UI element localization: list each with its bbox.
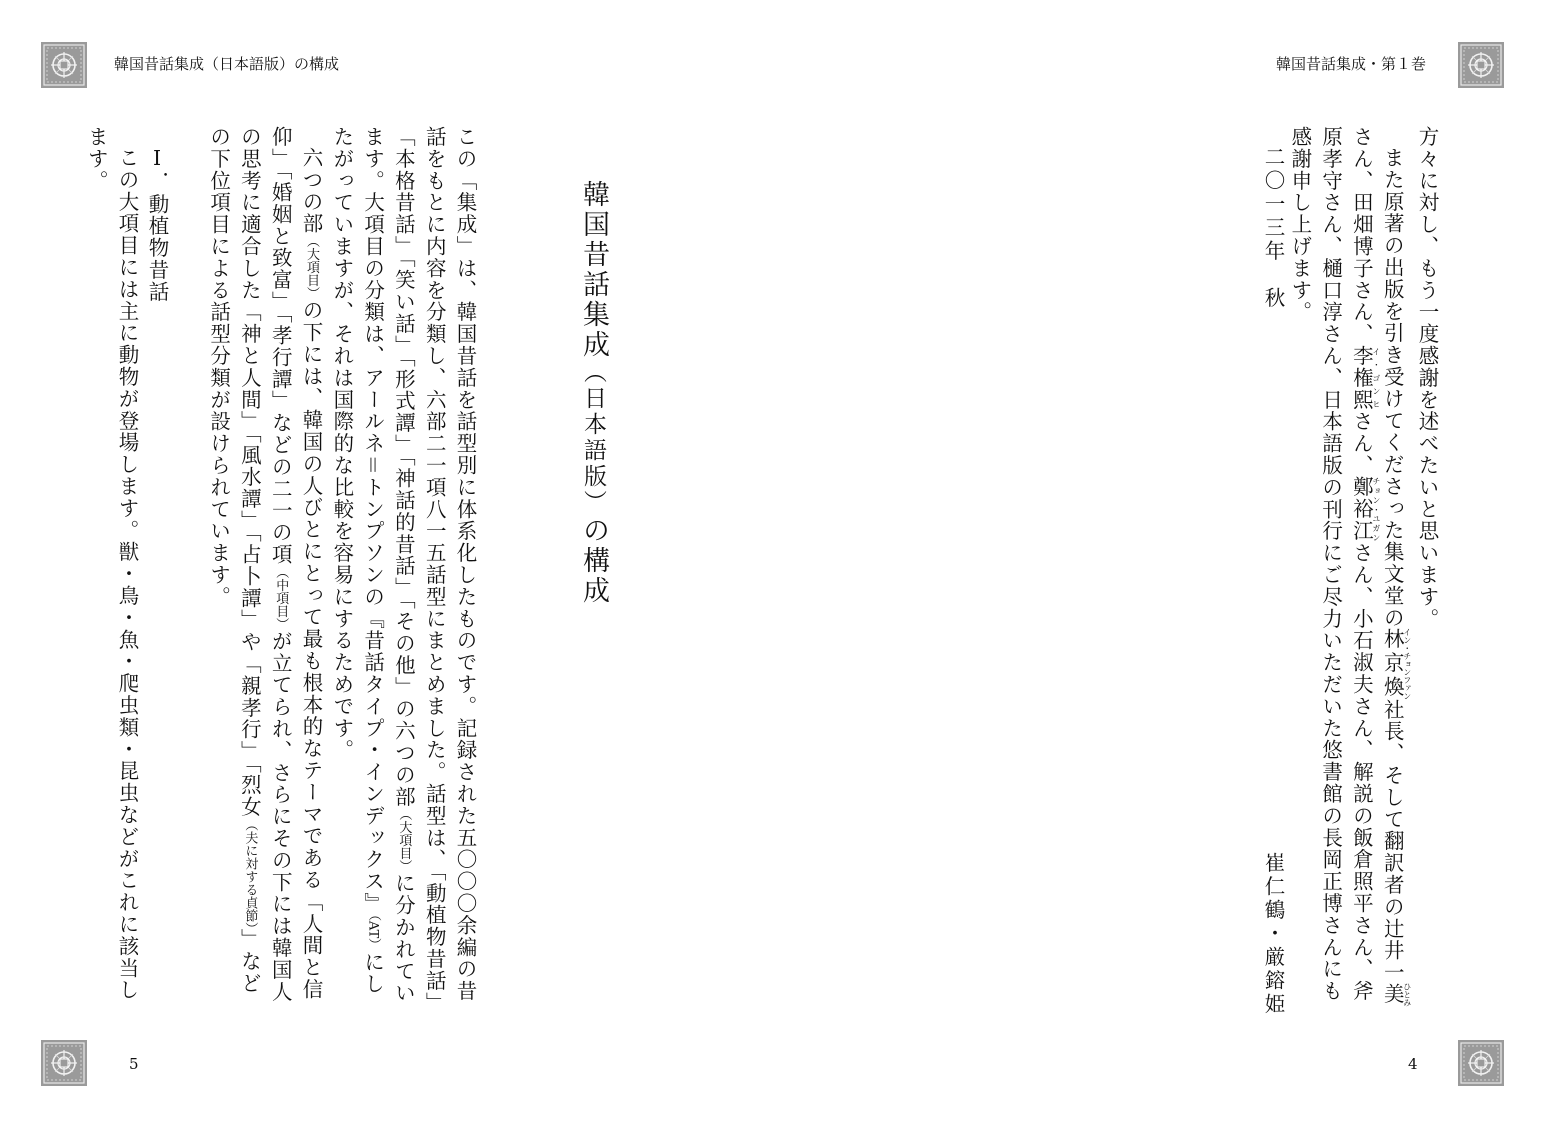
note-run: （夫に対する貞節） — [242, 817, 258, 929]
ornament-bottom-left-icon — [41, 1040, 87, 1086]
ruby-name — [1380, 981, 1412, 1006]
text-run: 社長、そして翻訳者の辻井一 — [1380, 698, 1405, 983]
note-run: （大項目） — [304, 234, 320, 300]
name-ruby: ひとみ — [1402, 981, 1412, 1006]
acknowledgment-paragraph-2 — [1284, 126, 1411, 1010]
section-paragraph: この大項目には主に動物が登場します。獣・鳥・魚・爬虫類・昆虫などがこれに該当します。 — [84, 126, 139, 1001]
chapter-title — [570, 180, 610, 606]
text-run: さん、小石淑夫さん、解説の飯倉照平さん、斧原孝守さん、樋口淳さん、日本語版の刊行にご尽力いただいた悠書館の長岡正博さんにも感謝申し上げます。 — [1287, 126, 1374, 1003]
name-base: 鄭裕江 — [1349, 476, 1374, 543]
name-ruby: イ・ゴンヒ — [1371, 345, 1381, 411]
section-heading: Ⅰ．動植物昔話 — [145, 146, 169, 303]
note-run: （AT） — [365, 914, 381, 952]
name-ruby: イン・チョンファン — [1402, 627, 1412, 700]
chapter-title-tail: の構成 — [578, 516, 609, 606]
name-ruby: チョン・ユガン — [1371, 476, 1381, 543]
right-running-head: 韓国昔話集成・第１巻 — [1276, 55, 1427, 73]
text-run: 六つの部 — [299, 146, 324, 235]
ruby-name — [1349, 345, 1381, 411]
text-run: に分かれています。大項目の分類は、アールネ＝トンプソンの『昔話タイプ・インデックス』 — [360, 126, 416, 1005]
text-run: 」などの下位項目による話型分類が設けられています。 — [206, 126, 262, 995]
text-run: この「集成」は、韓国昔話を話型別に体系化したものです。記録された五〇〇〇余編の昔話をもとに内容を分類し、六部二一項八一五話型にまとめました。話型は、「動植物昔話」「本格昔話」「笑い話」「形式譚」「神話的昔話」「その他」の六つの部 — [391, 126, 477, 1004]
chapter-title-paren: （日本語版） — [580, 360, 606, 516]
left-running-head: 韓国昔話集成（日本語版）の構成 — [114, 55, 340, 73]
ruby-name — [1349, 476, 1381, 543]
right-page-number: 4 — [1408, 1055, 1418, 1073]
name-base: 美 — [1380, 981, 1405, 1006]
name-base: 林京煥 — [1380, 627, 1405, 700]
section-body — [84, 126, 142, 1010]
acknowledgment-body — [1287, 126, 1442, 1010]
text-run: また原著の出版を引き受けてくださった集文堂の — [1380, 146, 1405, 629]
intro-paragraph-2 — [203, 126, 326, 1010]
ruby-name — [1380, 627, 1412, 700]
text-run: さん、 — [1349, 410, 1374, 477]
name-base: 李権熙 — [1349, 345, 1374, 411]
authors-line: 崔仁鶴・厳鎔姫 — [1261, 852, 1285, 1017]
ornament-bottom-right-icon — [1458, 1040, 1504, 1086]
text-run: さん、田畑博子さん、 — [1349, 126, 1374, 345]
ornament-top-left-icon — [41, 42, 87, 88]
note-run: （中項目） — [273, 565, 289, 631]
date-line: 二〇一三年 秋 — [1261, 146, 1285, 311]
intro-paragraph-1 — [326, 126, 480, 1010]
left-page-number: 5 — [129, 1055, 139, 1073]
intro-body — [204, 126, 480, 1010]
acknowledgment-paragraph-1: 方々に対し、もう一度感謝を述べたいと思います。 — [1415, 126, 1439, 630]
chapter-title-main: 韓国昔話集成 — [578, 180, 609, 360]
text-run: の下には、韓国の人びとにとって最も根本的なテーマである「人間と信仰」「婚姻と致富」「孝行譚」などの二一の項 — [268, 126, 324, 1000]
text-run: にしたがっていますが、それは国際的な比較を容易にするためです。 — [329, 126, 385, 996]
text-run: が立てられ、さらにその下には韓国人の思考に適合した「神と人間」「風水譚」「占卜譚」や「親孝行」「烈女 — [237, 126, 293, 1003]
ornament-top-right-icon — [1458, 42, 1504, 88]
note-run: （大項目） — [396, 807, 412, 873]
